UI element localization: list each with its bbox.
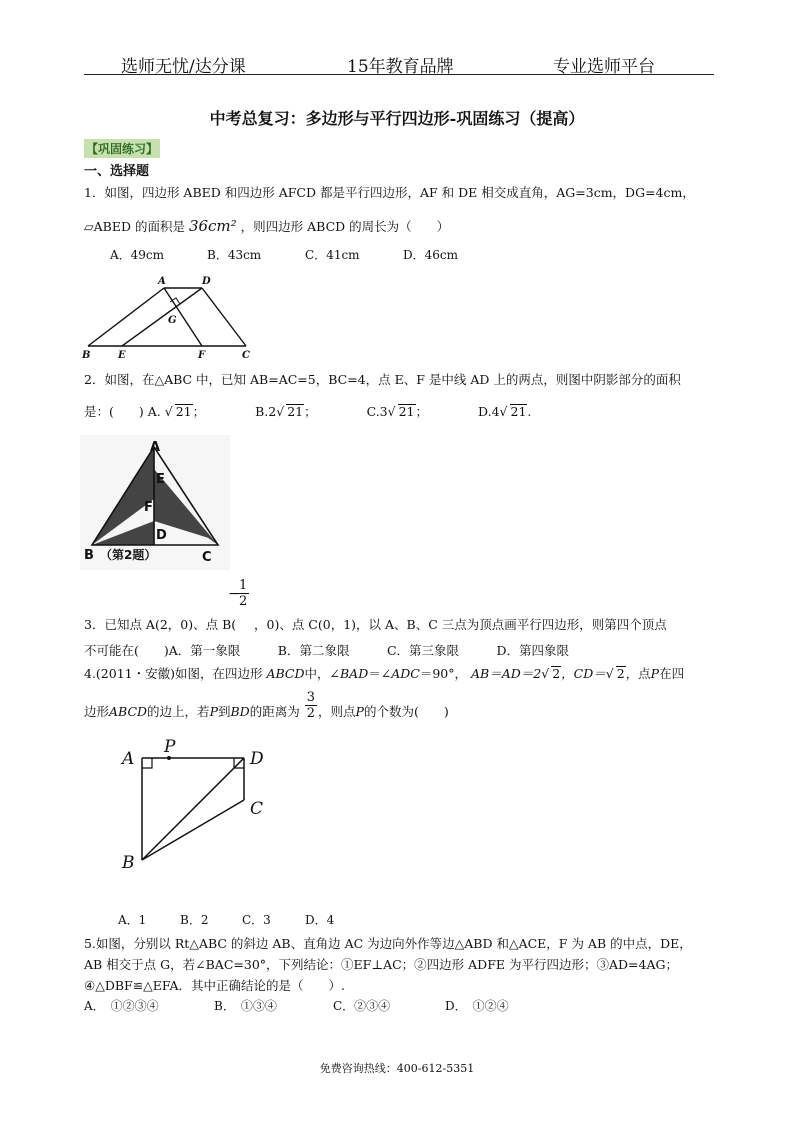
- q2-label-f: F: [144, 500, 153, 515]
- q1-area: 36cm²: [188, 217, 237, 235]
- q2-label-a: A: [150, 440, 161, 455]
- q5-option-b: B． ①③④: [214, 999, 277, 1013]
- q1-label-f: F: [198, 350, 206, 361]
- q1-line1: 1．如图，四边形 ABED 和四边形 AFCD 都是平行四边形，AF 和 DE 相交成直角，AG=3cm，DG=4cm，: [84, 185, 695, 200]
- q2-lead: 是：( ) A.: [84, 404, 161, 419]
- q2-option-c: C.3: [366, 404, 388, 419]
- q1-label-g: G: [168, 315, 177, 326]
- q2-line2: 是：( ) A. √ 21； B.2√ 21； C.3√ 21； D.4√ 21.: [84, 404, 532, 419]
- q5-line2: AB 相交于点 G，若∠BAC=30°，下列结论：①EF⊥AC；②四边形 ADFE 为平行四边形；③AD=4AG；: [84, 957, 678, 972]
- q3-minus: −: [228, 586, 240, 602]
- q4-option-b: B．2: [180, 913, 209, 927]
- q5-option-c: C．②③④: [333, 999, 391, 1013]
- q1-label-a: A: [158, 276, 166, 287]
- q1-label-d: D: [202, 276, 211, 287]
- q5-line3: ④△DBF≌△EFA．其中正确结论的是（ ）.: [84, 978, 345, 993]
- q2-a-radicand: 21: [175, 404, 192, 419]
- q2-label-b: B: [84, 548, 94, 563]
- q2-label-e: E: [156, 472, 165, 487]
- q2-option-d: D.4: [478, 404, 500, 419]
- q4-line2: 边形ABCD的边上，若P到BD的距离为 $\frac{3}{2}$ ，则点P的个数为( ): [84, 690, 449, 721]
- q4-option-a: A．1: [118, 913, 147, 927]
- q2-label-c: C: [202, 550, 212, 565]
- q4-fraction: $\frac{3}{2}$: [306, 690, 315, 721]
- header-rule: [84, 74, 714, 75]
- q1-figure: [80, 272, 260, 364]
- header-left: 选师无忧/达分课: [121, 57, 246, 77]
- section-heading: 一、选择题: [84, 164, 150, 179]
- section-tag: 【巩固练习】: [84, 139, 160, 158]
- q2-figure: [80, 435, 230, 570]
- page-title: 中考总复习：多边形与平行四边形-巩固练习（提高）: [209, 109, 585, 128]
- q4-label-b: B: [122, 853, 135, 873]
- q4-figure: [118, 730, 278, 875]
- q1-option-a: A．49cm: [110, 248, 165, 262]
- q1-line2a: ▱ABED 的面积是: [84, 219, 185, 234]
- footer-hotline: 免费咨询热线：400-612-5351: [319, 1062, 475, 1075]
- q1-label-e: E: [118, 350, 126, 361]
- q3-line2: 不可能在( )A．第一象限 B．第二象限 C．第三象限 D．第四象限: [84, 643, 570, 658]
- q4-label-d: D: [250, 749, 264, 769]
- q5-line1: 5.如图，分别以 Rt△ABC 的斜边 AB、直角边 AC 为边向外作等边△ABD 和△ACE，F 为 AB 的中点，DE，: [84, 936, 692, 951]
- q2-label-d: D: [156, 528, 167, 543]
- q2-option-b: B.2: [255, 404, 277, 419]
- q3-line1a: 3．已知点 A(2，0)、点 B(: [84, 617, 237, 632]
- q5-option-d: D． ①②④: [445, 999, 509, 1013]
- q4-line1: 4.(2011・安徽)如图，在四边形 ABCD中，∠BAD＝∠ADC＝90°， AB＝AD＝2√ 2，CD＝√ 2，点P在四: [84, 666, 685, 681]
- q4-option-c: C．3: [242, 913, 271, 927]
- q1-option-d: D．46cm: [403, 248, 458, 262]
- q2-line1: 2．如图，在△ABC 中，已知 AB=AC=5，BC=4，点 E、F 是中线 AD 上的两点，则图中阴影部分的面积: [84, 372, 681, 387]
- q1-line2: [84, 217, 449, 235]
- q5-option-a: A． ①②③④: [84, 999, 159, 1013]
- header-center: 15年教育品牌: [347, 57, 454, 77]
- q3-fraction: $\frac{1}{2}$: [239, 578, 248, 609]
- q4-label-c: C: [250, 799, 264, 819]
- q1-label-c: C: [242, 350, 250, 361]
- q1-label-b: B: [82, 350, 91, 361]
- q1-line2b: ，则四边形 ABCD 的周长为（ ）: [240, 219, 450, 234]
- q3-line1b: ，0)、点 C(0，1)，以 A、B、C 三点为顶点画平行四边形，则第四个顶点: [254, 617, 667, 632]
- q1-option-c: C．41cm: [305, 248, 360, 262]
- q2-figure-caption: （第2题）: [100, 548, 157, 562]
- q4-label-p: P: [164, 737, 176, 757]
- header-right: 专业选师平台: [553, 57, 655, 77]
- q4-option-d: D．4: [305, 913, 335, 927]
- q1-option-b: B．43cm: [207, 248, 262, 262]
- q4-label-a: A: [122, 749, 135, 769]
